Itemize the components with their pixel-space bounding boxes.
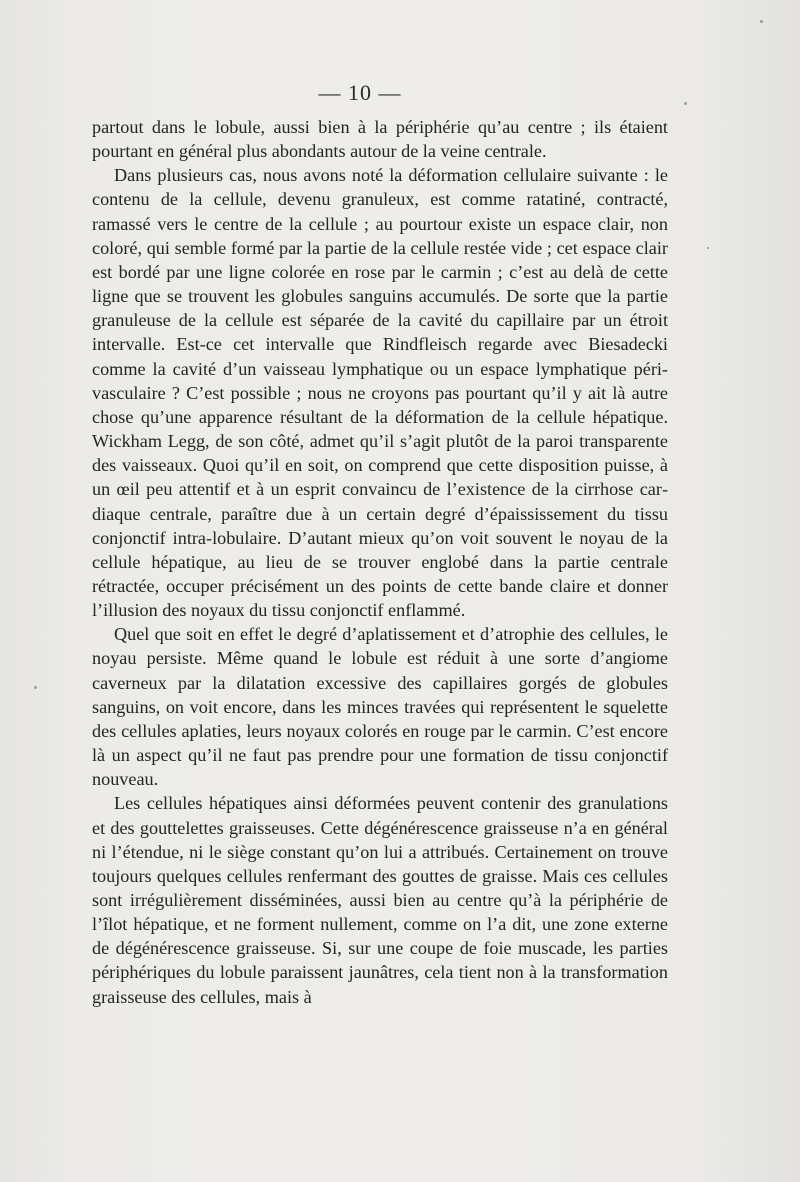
paragraph-continuation: partout dans le lobule, aussi bien à la périphérie qu’au centre ; ils étaient pourtant en général plus abondants autour de la veine centrale. [92,117,668,162]
paragraph: Quel que soit en effet le degré d’aplatissement et d’atrophie des cellules, le noyau persiste. Même quand le lobule est réduit à une sorte d’angiome caverneux par la dilatation excessive des capillaires gorgés de globules sanguins, on voit encore, dans les minces travées qui représentent le squelette des cellules aplaties, leurs noyaux colorés en rouge par le carmin. C’est encore là un aspect qu’il ne faut pas prendre pour une formation de tissu conjonctif nouveau. [92,624,668,790]
paper-speck [760,20,763,23]
paragraph: Les cellules hépatiques ainsi déformées peuvent contenir des granulations et des gouttelettes graisseuses. Cette dégénérescence graisseuse n’a en général ni l’étendue, ni le siège constant qu’on lui a attribués. Certainement on trouve toujours quelques cellules renfermant des gouttes de graisse. Mais ces cellules sont irrégulièrement disséminées, aussi bien au centre qu’à la périphérie de l’îlot hépatique, et ne forment nullement, comme on l’a dit, une zone externe de dégénérescence graisseuse. Si, sur une coupe de foie muscade, les parties périphériques du lobule paraissent jaunâtres, cela tient non à la transformation graisseuse des cellules, mais à [92,793,668,1007]
paper-speck [707,247,709,249]
paper-speck [684,102,687,105]
page-number: — 10 — [318,80,402,105]
body-text [92,115,668,1009]
paper-speck [34,686,37,689]
paragraph: Dans plusieurs cas, nous avons noté la déformation cellulaire suivante : le contenu de la cellule, devenu granuleux, est comme ratatiné, contracté, ramassé vers le centre de la cellule ; au pourtour existe un espace clair, non coloré, qui semble formé par la partie de la cellule restée vide ; cet espace clair est bordé par une ligne colorée en rose par le carmin ; c’est au delà de cette ligne que se trouvent les globules sanguins accumulés. De sorte que la partie granuleuse de la cellule est séparée de la cavité du capillaire par un étroit intervalle. Est-ce cet intervalle que Rindfleisch regarde avec Biesadecki comme la cavité d’un vaisseau lymphatique ou un espace lymphatique péri-vasculaire ? C’est possible ; nous ne croyons pas pourtant qu’il y ait là autre chose qu’une apparence résultant de la déformation de la cellule hépatique. Wickham Legg, de son côté, admet qu’il s’agit plutôt de la paroi transparente des vaisseaux. Quoi qu’il en soit, on comprend que cette disposition puisse, à un œil peu attentif et à un esprit convaincu de l’existence de la cirrhose cardiaque centrale, paraître due à un certain degré d’épaississement du tissu conjonctif intra-lobulaire. D’autant mieux qu’on voit souvent le noyau de la cellule hépatique, au lieu de se trouver englobé dans la partie centrale rétractée, occuper précisément un des points de cette bande claire et donner l’illusion des noyaux du tissu conjonctif enflammé. [92,165,668,621]
